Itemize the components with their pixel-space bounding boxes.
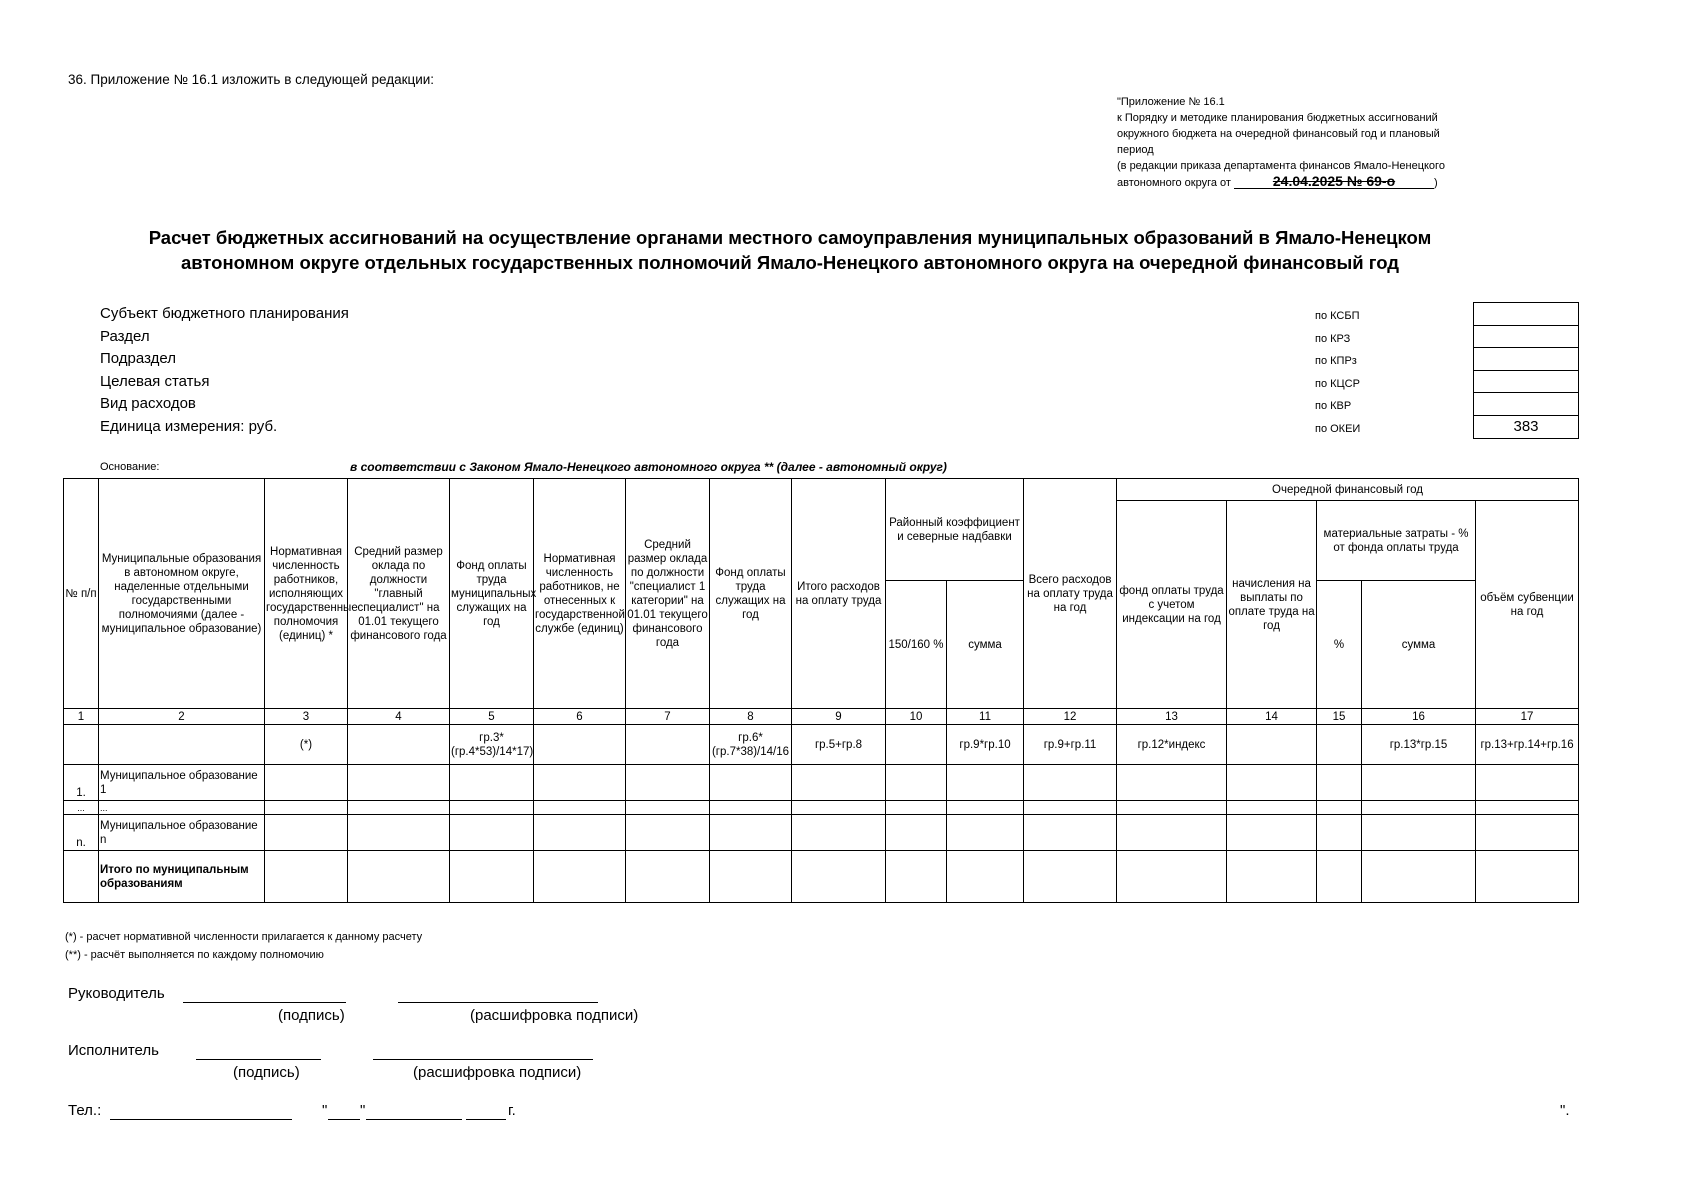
col-number: 16 — [1362, 709, 1476, 725]
row-number: 1. — [64, 765, 99, 801]
header-fund-mun: Фонд оплаты труда муниципальных служащих на год — [450, 479, 534, 709]
code-boxes — [1473, 302, 1579, 439]
code-krz-field[interactable] — [1474, 326, 1578, 349]
formula-cell — [534, 725, 626, 765]
end-mark: ". — [1560, 1102, 1570, 1119]
formula-cell — [886, 725, 947, 765]
appendix-line — [1117, 174, 1587, 191]
header-mo: Муниципальные образования в автономном округе, наделенные отдельными государственными полномочиями (далее - муниципальное образование) — [99, 479, 265, 709]
formula-cell: гр.13+гр.14+гр.16 — [1476, 725, 1579, 765]
table-row — [64, 815, 1579, 851]
formula-cell — [348, 725, 450, 765]
header-num: № п/п — [64, 479, 99, 709]
basis-text: в соответствии с Законом Ямало-Ненецкого автономного округа ** (далее - автономный округ) — [350, 460, 947, 474]
formula-cell: (*) — [265, 725, 348, 765]
phone-label: Тел.: — [68, 1102, 102, 1119]
formula-cell — [626, 725, 710, 765]
appendix-date — [1234, 174, 1434, 189]
calculation-table — [63, 478, 1579, 903]
header-pct: % — [1317, 581, 1362, 709]
formula-cell: гр.5+гр.8 — [792, 725, 886, 765]
col-number: 12 — [1024, 709, 1117, 725]
header-total-pay: Итого расходов на оплату труда — [792, 479, 886, 709]
row-name: ... — [99, 801, 265, 815]
header-subvention: объём субвенции на год — [1476, 501, 1579, 709]
code-ksbp-label: по КСБП — [1315, 310, 1360, 322]
formula-cell — [64, 725, 99, 765]
code-kcsr-label: по КЦСР — [1315, 377, 1360, 390]
row-number: n. — [64, 815, 99, 851]
head-decode-caption: (расшифровка подписи) — [470, 1007, 639, 1024]
date-quote-open: " — [322, 1102, 328, 1119]
code-kprz-label: по КПРз — [1315, 355, 1357, 368]
executor-decode-line[interactable] — [373, 1059, 593, 1060]
table-row — [64, 765, 1579, 801]
meta-code-labels — [1315, 305, 1360, 441]
footnote-1: (*) - расчет нормативной численности прилагается к данному расчету — [65, 931, 423, 943]
col-number: 1 — [64, 709, 99, 725]
footnote-2: (**) - расчёт выполняется по каждому полномочию — [65, 949, 324, 961]
formula-cell: гр.6*(гр.7*38)/14/16 — [710, 725, 792, 765]
header-regional: Районный коэффициент и северные надбавки — [886, 479, 1024, 581]
header-sum2: сумма — [1362, 581, 1476, 709]
code-okei-label: по ОКЕИ — [1315, 422, 1361, 435]
row-number: ... — [64, 801, 99, 815]
appendix-suffix: ) — [1434, 177, 1438, 189]
row-name: Муниципальное образование 1 — [99, 765, 265, 801]
code-krz-label: по КРЗ — [1315, 332, 1351, 345]
formula-cell — [1227, 725, 1317, 765]
header-150: 150/160 % — [886, 581, 947, 709]
formula-cell — [99, 725, 265, 765]
date-text: 24.04.2025 № 69-о — [1272, 173, 1396, 189]
executor-label: Исполнитель — [68, 1042, 159, 1059]
head-decode-line[interactable] — [398, 1002, 598, 1003]
phone-line[interactable] — [110, 1119, 292, 1120]
meta-target: Целевая статья — [100, 372, 210, 390]
formula-cell: гр.13*гр.15 — [1362, 725, 1476, 765]
meta-unit: Единица измерения: руб. — [100, 417, 278, 435]
appendix-line: (в редакции приказа департамента финансов Ямало-Ненецкого — [1117, 160, 1445, 172]
date-day-line[interactable] — [328, 1119, 360, 1120]
col-number: 14 — [1227, 709, 1317, 725]
code-kvr-label: по КВР — [1315, 400, 1352, 413]
header-row — [64, 479, 1579, 501]
col-number: 7 — [626, 709, 710, 725]
appendix-prefix: автономного округа от — [1117, 177, 1231, 189]
table-row — [64, 801, 1579, 815]
col-number: 2 — [99, 709, 265, 725]
meta-labels — [100, 303, 349, 439]
header-next-year: Очередной финансовый год — [1117, 479, 1579, 501]
header-norm-nongov: Нормативная численность работников, не отнесенных к государственной службе (единиц) — [534, 479, 626, 709]
meta-expense-type: Вид расходов — [100, 395, 196, 413]
meta-section: Раздел — [100, 327, 150, 345]
col-number: 10 — [886, 709, 947, 725]
meta-subsection: Подраздел — [100, 350, 176, 368]
intro-text: 36. Приложение № 16.1 изложить в следующей редакции: — [68, 72, 435, 87]
header-fund-index: фонд оплаты труда с учетом индексации на год — [1117, 501, 1227, 709]
code-kvr-field[interactable] — [1474, 393, 1578, 416]
formula-cell: гр.12*индекс — [1117, 725, 1227, 765]
col-number: 17 — [1476, 709, 1579, 725]
executor-decode-caption: (расшифровка подписи) — [413, 1064, 582, 1081]
code-ksbp-field[interactable] — [1474, 303, 1578, 326]
header-sum: сумма — [947, 581, 1024, 709]
executor-signature-line[interactable] — [196, 1059, 321, 1060]
code-kcsr-field[interactable] — [1474, 371, 1578, 394]
row-name: Муниципальное образование n — [99, 815, 265, 851]
code-okei-field[interactable]: 383 — [1513, 417, 1539, 435]
appendix-line: окружного бюджета на очередной финансовый год и плановый — [1117, 128, 1440, 140]
basis-label: Основание: — [100, 461, 160, 473]
total-row — [64, 851, 1579, 903]
formula-row — [64, 725, 1579, 765]
head-label: Руководитель — [68, 985, 165, 1002]
header-fund-staff: Фонд оплаты труда служащих на год — [710, 479, 792, 709]
executor-sign-caption: (подпись) — [233, 1064, 300, 1081]
appendix-line: период — [1117, 144, 1154, 156]
code-kprz-field[interactable] — [1474, 348, 1578, 371]
col-number: 5 — [450, 709, 534, 725]
formula-cell: гр.9*гр.10 — [947, 725, 1024, 765]
appendix-line: "Приложение № 16.1 — [1117, 96, 1225, 108]
header-salary-main: Средний размер оклада по должности "главный специалист" на 01.01 текущего финансового года — [348, 479, 450, 709]
appendix-header — [1117, 94, 1587, 191]
date-quote-close: " — [360, 1102, 366, 1119]
col-number: 13 — [1117, 709, 1227, 725]
formula-cell: гр.9+гр.11 — [1024, 725, 1117, 765]
col-number: 8 — [710, 709, 792, 725]
date-month-line[interactable] — [366, 1119, 462, 1120]
total-label: Итого по муниципальным образованиям — [99, 851, 265, 903]
formula-cell — [1317, 725, 1362, 765]
col-number: 9 — [792, 709, 886, 725]
col-number: 6 — [534, 709, 626, 725]
head-signature-line[interactable] — [183, 1002, 346, 1003]
column-number-row — [64, 709, 1579, 725]
meta-subject: Субъект бюджетного планирования — [100, 305, 349, 322]
page-title: Расчет бюджетных ассигнований на осуществление органами местного самоуправления муниципальных образований в Ямало-Ненецком автономном округе отдельных государственных полномочий Ямало-Ненецкого автономного округа на очередной финансовый год — [148, 227, 1432, 273]
year-suffix: г. — [508, 1102, 516, 1119]
header-norm-workers: Нормативная численность работников, исполняющих государственные полномочия (единиц) * — [265, 479, 348, 709]
col-number: 4 — [348, 709, 450, 725]
col-number: 15 — [1317, 709, 1362, 725]
header-salary-spec: Средний размер оклада по должности "специалист 1 категории" на 01.01 текущего финансового года — [626, 479, 710, 709]
head-sign-caption: (подпись) — [278, 1007, 345, 1024]
header-total-year: Всего расходов на оплату труда на год — [1024, 479, 1117, 709]
header-accruals: начисления на выплаты по оплате труда на год — [1227, 501, 1317, 709]
header-material: материальные затраты - % от фонда оплаты труда — [1317, 501, 1476, 581]
col-number: 11 — [947, 709, 1024, 725]
col-number: 3 — [265, 709, 348, 725]
date-year-line[interactable] — [466, 1119, 506, 1120]
formula-cell: гр.3*(гр.4*53)/14*17) — [450, 725, 534, 765]
appendix-line: к Порядку и методике планирования бюджетных ассигнований — [1117, 112, 1438, 124]
